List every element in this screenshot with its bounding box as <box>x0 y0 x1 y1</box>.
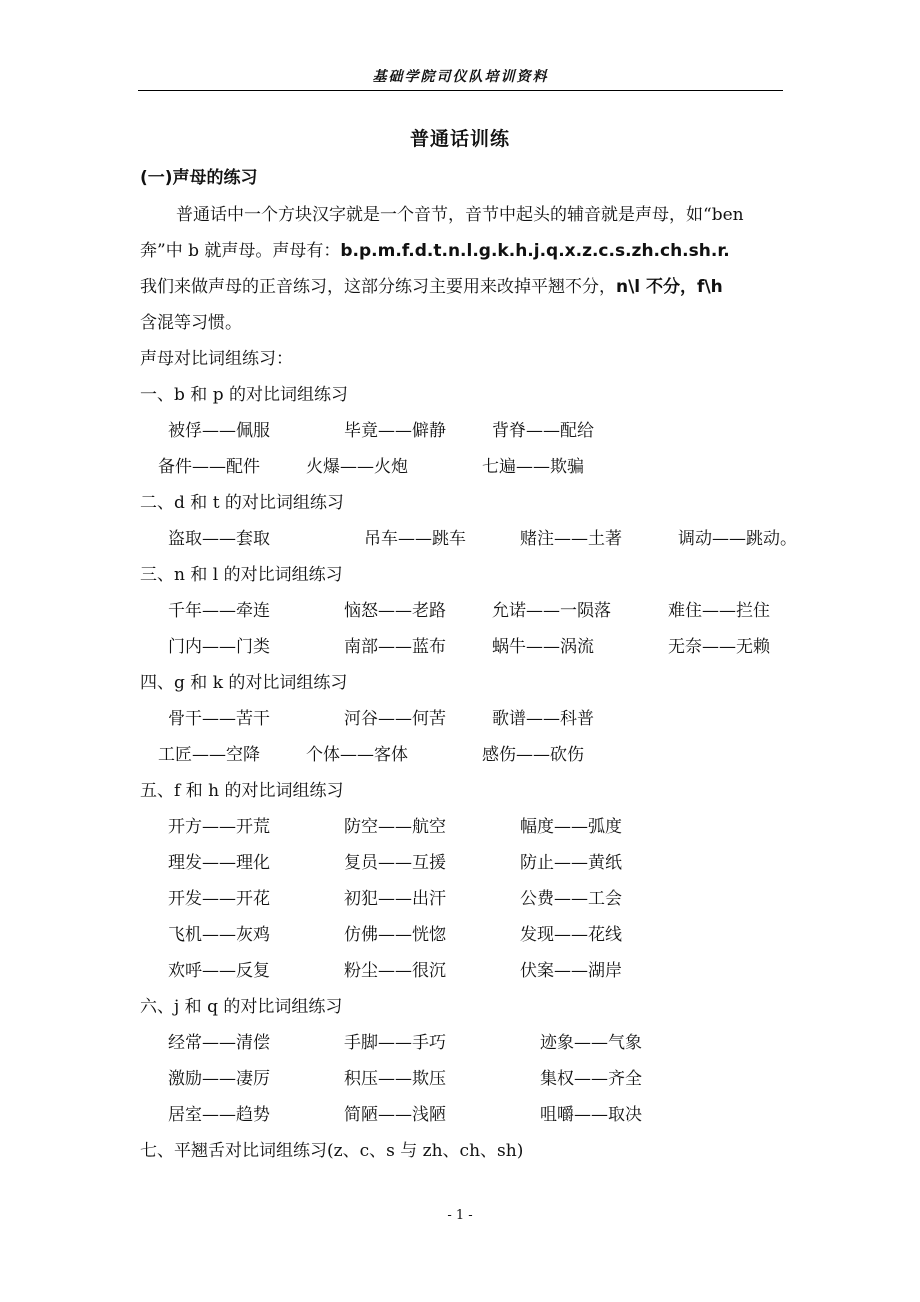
intro-line-4: 含混等习惯。 <box>140 313 242 333</box>
section-4-heading: 四、g 和 k 的对比词组练习 <box>140 673 348 693</box>
word-pair: 积压——欺压 <box>344 1069 446 1089</box>
word-pair: 蜗牛——涡流 <box>492 637 594 657</box>
word-pair: 公费——工会 <box>520 889 622 909</box>
word-pair: 南部——蓝布 <box>344 637 446 657</box>
section-3-heading: 三、n 和 l 的对比词组练习 <box>140 565 343 585</box>
word-pair: 伏案——湖岸 <box>520 961 622 981</box>
word-pair: 调动——跳动。 <box>678 529 797 549</box>
word-pair: 激励——凄厉 <box>168 1069 270 1089</box>
word-pair: 工匠——空降 <box>158 745 260 765</box>
page-number: - 1 - <box>447 1208 473 1223</box>
word-pair: 咀嚼——取决 <box>540 1105 642 1125</box>
intro-line-2-text: 奔”中 b 就声母。声母有： <box>140 241 341 261</box>
word-pair: 飞机——灰鸡 <box>168 925 270 945</box>
word-pair: 理发——理化 <box>168 853 270 873</box>
word-pair: 集权——齐全 <box>540 1069 642 1089</box>
word-pair: 骨干——苦干 <box>168 709 270 729</box>
word-pair: 盗取——套取 <box>168 529 270 549</box>
word-pair: 防空——航空 <box>344 817 446 837</box>
intro-line-3-codes: n\l 不分，f\h <box>616 277 723 297</box>
word-pair: 初犯——出汗 <box>344 889 446 909</box>
word-pair: 河谷——何苦 <box>344 709 446 729</box>
page-title: 普通话训练 <box>409 128 510 150</box>
word-pair: 迹象——气象 <box>540 1033 642 1053</box>
word-pair: 简陋——浅陋 <box>344 1105 446 1125</box>
word-pair: 门内——门类 <box>168 637 270 657</box>
word-pair: 恼怒——老路 <box>344 601 446 621</box>
word-pair: 仿佛——恍惚 <box>344 925 446 945</box>
word-pair: 备件——配件 <box>158 457 260 477</box>
word-pair: 吊车——跳车 <box>364 529 466 549</box>
section-7-heading: 七、平翘舌对比词组练习(z、c、s 与 zh、ch、sh) <box>140 1141 524 1161</box>
word-pair: 火爆——火炮 <box>306 457 408 477</box>
word-pair: 经常——清偿 <box>168 1033 270 1053</box>
word-pair: 个体——客体 <box>306 745 408 765</box>
word-pair: 感伤——砍伤 <box>482 745 584 765</box>
word-pair: 千年——牵连 <box>168 601 270 621</box>
word-pair: 毕竟——僻静 <box>344 421 446 441</box>
word-pair: 欢呼——反复 <box>168 961 270 981</box>
compare-heading: 声母对比词组练习： <box>140 349 293 369</box>
section-6-heading: 六、j 和 q 的对比词组练习 <box>140 997 343 1017</box>
section-5-heading: 五、f 和 h 的对比词组练习 <box>140 781 344 801</box>
word-pair: 允诺——一陨落 <box>492 601 611 621</box>
word-pair: 复员——互援 <box>344 853 446 873</box>
word-pair: 赌注——土著 <box>520 529 622 549</box>
word-pair: 被俘——佩服 <box>168 421 270 441</box>
word-pair: 发现——花线 <box>520 925 622 945</box>
word-pair: 七遍——欺骗 <box>482 457 584 477</box>
section-1-heading: 一、b 和 p 的对比词组练习 <box>140 385 348 405</box>
word-pair: 开发——开花 <box>168 889 270 909</box>
word-pair: 手脚——手巧 <box>344 1033 446 1053</box>
section-heading: (一)声母的练习 <box>140 168 258 188</box>
page-header: 基础学院司仪队培训资料 <box>138 64 783 91</box>
intro-line-2 <box>140 241 730 261</box>
section-2-heading: 二、d 和 t 的对比词组练习 <box>140 493 344 513</box>
intro-line-3 <box>140 277 723 297</box>
word-pair: 幅度——弧度 <box>520 817 622 837</box>
word-pair: 背脊——配给 <box>492 421 594 441</box>
intro-line-1: 普通话中一个方块汉字就是一个音节，音节中起头的辅音就是声母，如“ben <box>176 205 744 225</box>
word-pair: 防止——黄纸 <box>520 853 622 873</box>
intro-line-3-text: 我们来做声母的正音练习，这部分练习主要用来改掉平翘不分， <box>140 277 616 297</box>
word-pair: 歌谱——科普 <box>492 709 594 729</box>
word-pair: 无奈——无赖 <box>668 637 770 657</box>
word-pair: 开方——开荒 <box>168 817 270 837</box>
initials-list: b.p.m.f.d.t.n.l.g.k.h.j.q.x.z.c.s.zh.ch.sh.r. <box>340 241 730 261</box>
word-pair: 难住——拦住 <box>668 601 770 621</box>
word-pair: 粉尘——很沉 <box>344 961 446 981</box>
word-pair: 居室——趋势 <box>168 1105 270 1125</box>
